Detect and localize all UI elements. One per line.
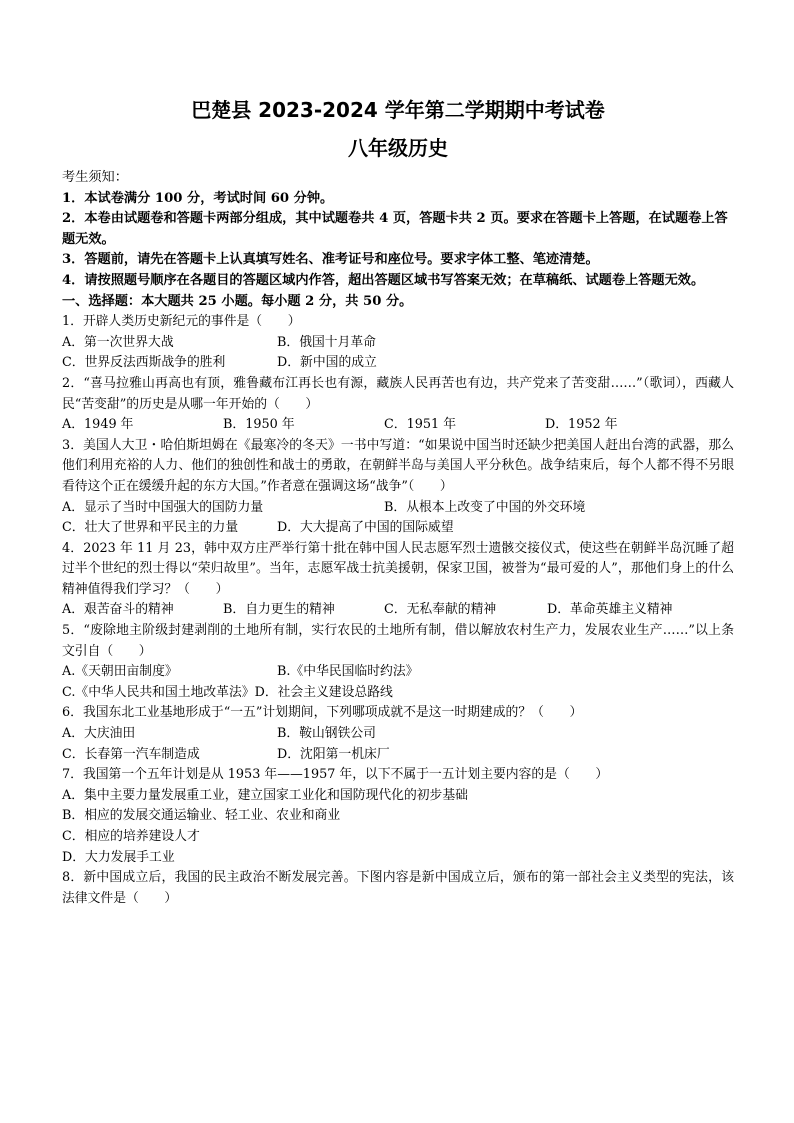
option-b: B．相应的发展交通运输业、轻工业、农业和商业 (62, 808, 341, 824)
question-4 (62, 539, 734, 621)
option-b: B．自力更生的精神 (223, 602, 335, 618)
option-b: B.《中华民国临时约法》 (277, 664, 419, 680)
option-b: B．1950 年 (223, 417, 295, 433)
option-d: D．沈阳第一机床厂 (277, 746, 390, 762)
notice-heading: 考生须知： (62, 170, 128, 185)
option-row (62, 745, 734, 766)
option-row (62, 683, 734, 704)
notice-item: 1．本试卷满分 100 分，考试时间 60 分钟。 (62, 190, 334, 206)
option-row (62, 724, 734, 745)
option-c: C．长春第一汽车制造成 (62, 746, 200, 762)
option-a: A．显示了当时中国强大的国防力量 (62, 499, 264, 515)
notice-item: 3．答题前，请先在答题卡上认真填写姓名、准考证号和座位号。要求字体工整、笔迹清楚。 (62, 252, 599, 268)
question-stem: 5．“废除地主阶级封建剥削的土地所有制，实行农民的土地所有制，借以解放农村生产力，发展农业生产……”以上条文引自（ ） (62, 623, 734, 659)
option-row (62, 353, 734, 374)
option-c: C．1951 年 (384, 417, 457, 433)
option-row (62, 518, 734, 539)
exam-subject: 八年级历史 (348, 136, 448, 160)
option-a: A．大庆油田 (62, 726, 136, 742)
option-c: C.《中华人民共和国土地改革法》 (62, 684, 255, 700)
exam-notice (62, 168, 734, 292)
option-row (62, 333, 734, 354)
question-stem: 1．开辟人类历史新纪元的事件是（ ） (62, 314, 301, 330)
option-b: B．从根本上改变了中国的外交环境 (384, 499, 586, 515)
option-d: D．大力发展手工业 (62, 849, 175, 865)
question-2 (62, 374, 734, 436)
question-3 (62, 436, 734, 539)
option-a: A.《天朝田亩制度》 (62, 664, 178, 680)
option-d: D．大大提高了中国的国际威望 (277, 520, 454, 536)
option-a: A．艰苦奋斗的精神 (62, 602, 174, 618)
option-b: B．鞍山钢铁公司 (277, 726, 376, 742)
option-d: D．新中国的成立 (277, 355, 377, 371)
question-stem: 7．我国第一个五年计划是从 1953 年——1957 年，以下不属于一五计划主要内容的是（ ） (62, 767, 609, 783)
option-row (62, 662, 734, 683)
question-stem: 8．新中国成立后，我国的民主政治不断发展完善。下图内容是新中国成立后，颁布的第一部社会主义类型的宪法，该法律文件是（ ） (62, 870, 734, 906)
option-row (62, 498, 734, 519)
option-d: D．社会主义建设总路线 (254, 684, 393, 700)
notice-item: 4．请按照题号顺序在各题目的答题区域内作答，超出答题区域书写答案无效；在草稿纸、试题卷上答题无效。 (62, 272, 705, 288)
question-5 (62, 621, 734, 703)
option-a: A．集中主要力量发展重工业，建立国家工业化和国防现代化的初步基础 (62, 787, 468, 803)
question-stem: 6．我国东北工业基地形成于“一五”计划期间，下列哪项成就不是这一时期建成的？（ ） (62, 705, 583, 721)
option-c: C．无私奉献的精神 (384, 602, 497, 618)
exam-page (62, 96, 734, 909)
question-stem: 3．美国人大卫・哈伯斯坦姆在《最寒冷的冬天》一书中写道：“如果说中国当时还缺少把美国人赶出台湾的武器，那么他们利用充裕的人力、他们的独创性和战士的勇敢，在朝鲜半岛与美国人平分秋色。战争结束后，每个人都不得不另眼看待这个正在缓缓升起的东方大国。”作者意在强调这场“战争”（ ） (62, 437, 734, 494)
notice-item: 2．本卷由试题卷和答题卡两部分组成，其中试题卷共 4 页，答题卡共 2 页。要求在答题卡上答题，在试题卷上答题无效。 (62, 211, 728, 247)
option-row (62, 600, 734, 621)
option-a: A．1949 年 (62, 417, 134, 433)
option-c: C．世界反法西斯战争的胜利 (62, 355, 226, 371)
option-d: D．1952 年 (545, 417, 618, 433)
option-c: C．壮大了世界和平民主的力量 (62, 520, 239, 536)
option-d: D．革命英雄主义精神 (547, 602, 673, 618)
option-c: C．相应的培养建设人才 (62, 829, 200, 844)
option-row (62, 415, 734, 436)
question-stem: 2．“喜马拉雅山再高也有顶，雅鲁藏布江再长也有源，藏族人民再苦也有边，共产党来了苦变甜……”（歌词），西藏人民“苦变甜”的历史是从哪一年开始的（ ） (62, 375, 734, 412)
question-6 (62, 703, 734, 765)
question-1 (62, 312, 734, 374)
section-heading: 一、选择题：本大题共 25 小题。每小题 2 分，共 50 分。 (62, 293, 413, 309)
option-a: A．第一次世界大战 (62, 334, 174, 350)
question-7 (62, 765, 734, 868)
option-b: B．俄国十月革命 (277, 334, 376, 350)
exam-title: 巴楚县 2023-2024 学年第二学期期中考试卷 (191, 98, 605, 122)
question-8 (62, 868, 734, 909)
question-stem: 4．2023 年 11 月 23，韩中双方庄严举行第十批在韩中国人民志愿军烈士遗骸交接仪式，使这些在朝鲜半岛沉睡了超过半个世纪的烈士得以“荣归故里”。当年，志愿军战士抗美援朝，保家卫国，被誉为“最可爱的人”，那他们身上的什么精神值得我们学习？（ ） (62, 540, 734, 597)
